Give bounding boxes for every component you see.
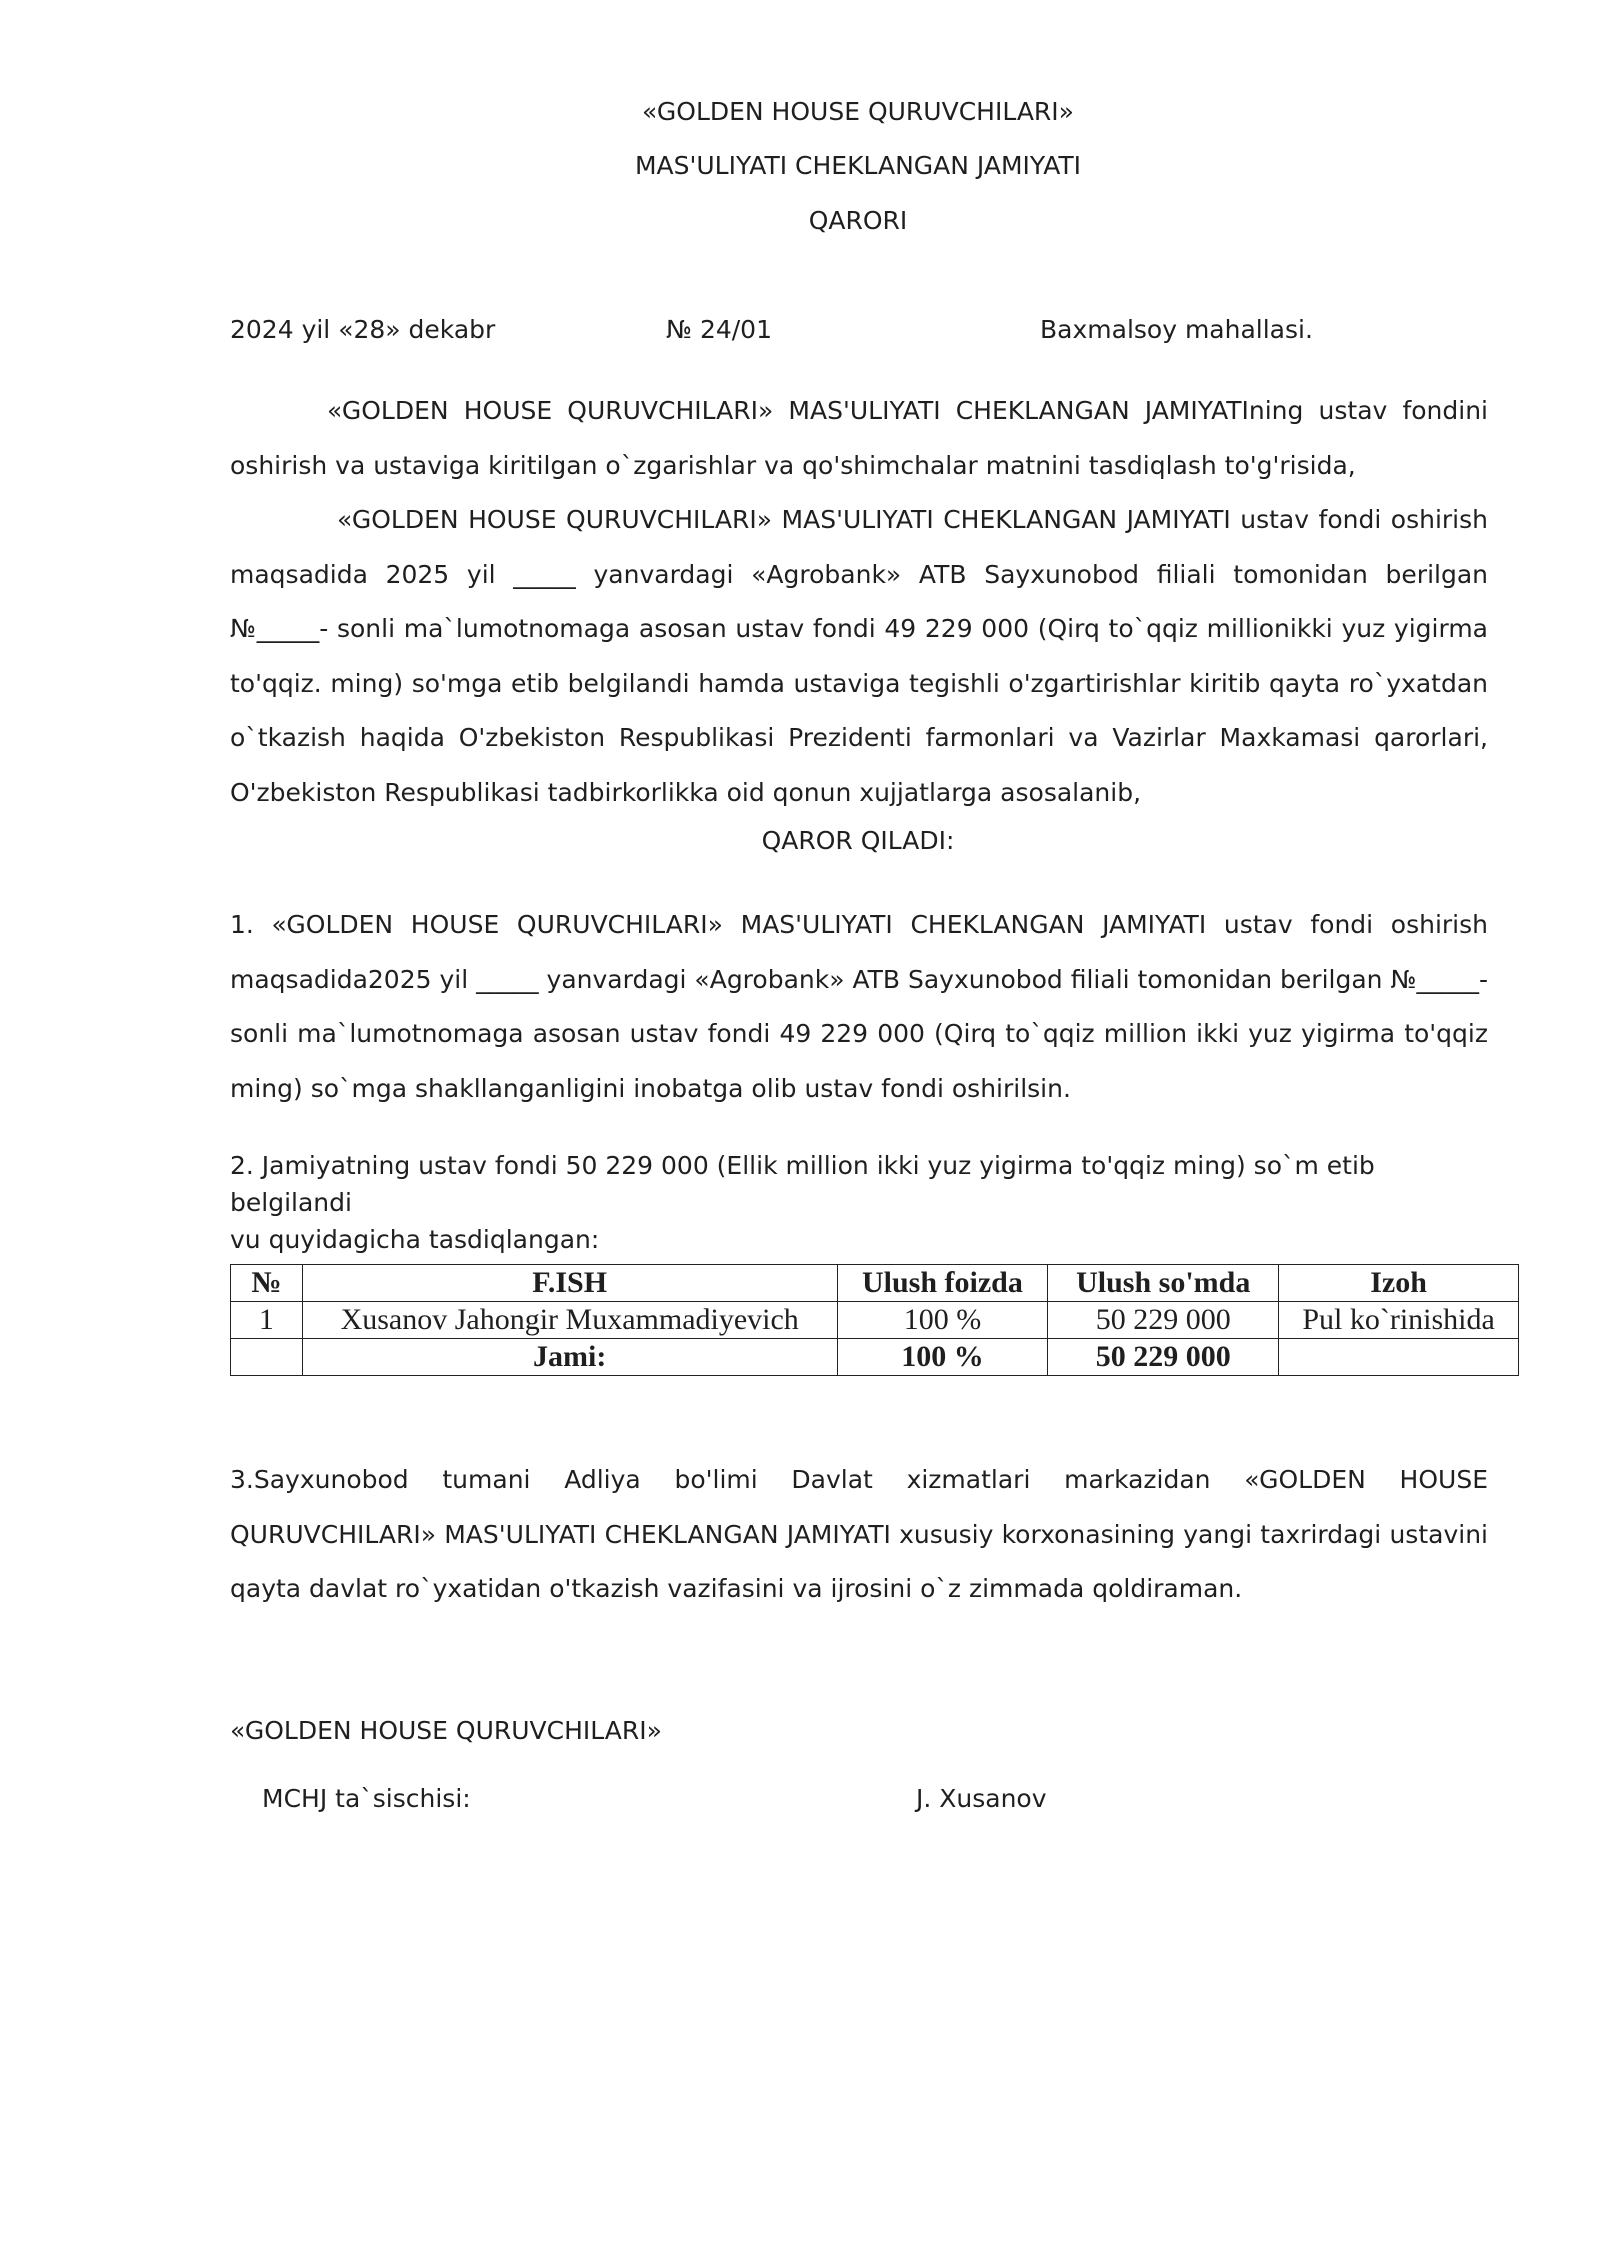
header-company-type: MAS'ULIYATI CHEKLANGAN JAMIYATI bbox=[634, 151, 1082, 180]
table-total-row bbox=[231, 1339, 1519, 1376]
table-cell: 1 bbox=[231, 1302, 303, 1339]
table-cell: 50 229 000 bbox=[1048, 1302, 1279, 1339]
decides-heading: QAROR QILADI: bbox=[761, 826, 955, 855]
table-cell: Pul ko`rinishida bbox=[1279, 1302, 1519, 1339]
signature-name: J. Xusanov bbox=[916, 1784, 1047, 1813]
table-cell: Jami: bbox=[302, 1339, 837, 1376]
intro-subject: «GOLDEN HOUSE QURUVCHILARI» MAS'ULIYATI CHEKLANGAN JAMIYATIning ustav fondini oshirish va ustaviga kiritilgan o`zgarishlar va qo'shimchalar matnini tasdiqlash to'g'risida, bbox=[230, 396, 1488, 480]
point-1-text: 1. «GOLDEN HOUSE QURUVCHILARI» MAS'ULIYATI CHEKLANGAN JAMIYATI ustav fondi oshirish maqsadida2025 yil _____ yanvardagi «Agrobank» ATB Sayxunobod filiali tomonidan berilgan №_____- sonli ma`lumotnomaga asosan ustav fondi 49 229 000 (Qirq to`qqiz million ikki yuz yigirma to'qqiz ming) so`mga shakllanganligini inobatga olib ustav fondi oshirilsin. bbox=[230, 910, 1488, 1103]
signature-role: MCHJ ta`sischisi: bbox=[262, 1784, 471, 1813]
table-cell: Xusanov Jahongir Muxammadiyevich bbox=[302, 1302, 837, 1339]
table-header-cell: № bbox=[231, 1265, 303, 1302]
table-row bbox=[231, 1302, 1519, 1339]
decision-number: № 24/01 bbox=[666, 315, 772, 344]
header-company: «GOLDEN HOUSE QURUVCHILARI» bbox=[642, 97, 1074, 126]
decision-place: Baxmalsoy mahallasi. bbox=[1040, 315, 1313, 344]
header-doc-type: QARORI bbox=[808, 206, 908, 235]
table-header-cell: Ulush foizda bbox=[837, 1265, 1048, 1302]
point-2-line-2: vu quyidagicha tasdiqlangan: bbox=[230, 1225, 600, 1254]
table-cell bbox=[1279, 1339, 1519, 1376]
table-cell bbox=[231, 1339, 303, 1376]
intro-section bbox=[230, 384, 1488, 820]
table-header-cell: F.ISH bbox=[302, 1265, 837, 1302]
point-3 bbox=[230, 1453, 1488, 1617]
table-header-cell: Ulush so'mda bbox=[1048, 1265, 1279, 1302]
table-cell: 100 % bbox=[837, 1339, 1048, 1376]
point-1 bbox=[230, 898, 1488, 1116]
signature-company: «GOLDEN HOUSE QURUVCHILARI» bbox=[230, 1716, 662, 1745]
decision-date: 2024 yil «28» dekabr bbox=[230, 315, 496, 344]
intro-basis: «GOLDEN HOUSE QURUVCHILARI» MAS'ULIYATI CHEKLANGAN JAMIYATI ustav fondi oshirish maqsadida 2025 yil _____ yanvardagi «Agrobank» ATB Sayxunobod filiali tomonidan berilgan №_____- sonli ma`lumotnomaga asosan ustav fondi 49 229 000 (Qirq to`qqiz millionikki yuz yigirma to'qqiz. ming) so'mga etib belgilandi hamda ustaviga tegishli o'zgartirishlar kiritib qayta ro`yxatdan o`tkazish haqida O'zbekiston Respublikasi Prezidenti farmonlari va Vazirlar Maxkamasi qarorlari, O'zbekiston Respublikasi tadbirkorlikka oid qonun xujjatlarga asosalanib, bbox=[230, 505, 1488, 807]
point-2-line-1: 2. Jamiyatning ustav fondi 50 229 000 (Ellik million ikki yuz yigirma to'qqiz ming) so`m etib belgilandi bbox=[230, 1151, 1375, 1217]
table-cell: 50 229 000 bbox=[1048, 1339, 1279, 1376]
point-3-text: 3.Sayxunobod tumani Adliya bo'limi Davlat xizmatlari markazidan «GOLDEN HOUSE QURUVCHILARI» MAS'ULIYATI CHEKLANGAN JAMIYATI xususiy korxonasining yangi taxrirdagi ustavini qayta davlat ro`yxatidan o'tkazish vazifasini va ijrosini o`z zimmada qoldiraman. bbox=[230, 1465, 1488, 1603]
table-header-cell: Izoh bbox=[1279, 1265, 1519, 1302]
table-header-row bbox=[231, 1265, 1519, 1302]
shares-table bbox=[230, 1264, 1519, 1376]
point-2 bbox=[230, 1147, 1460, 1258]
table-cell: 100 % bbox=[837, 1302, 1048, 1339]
